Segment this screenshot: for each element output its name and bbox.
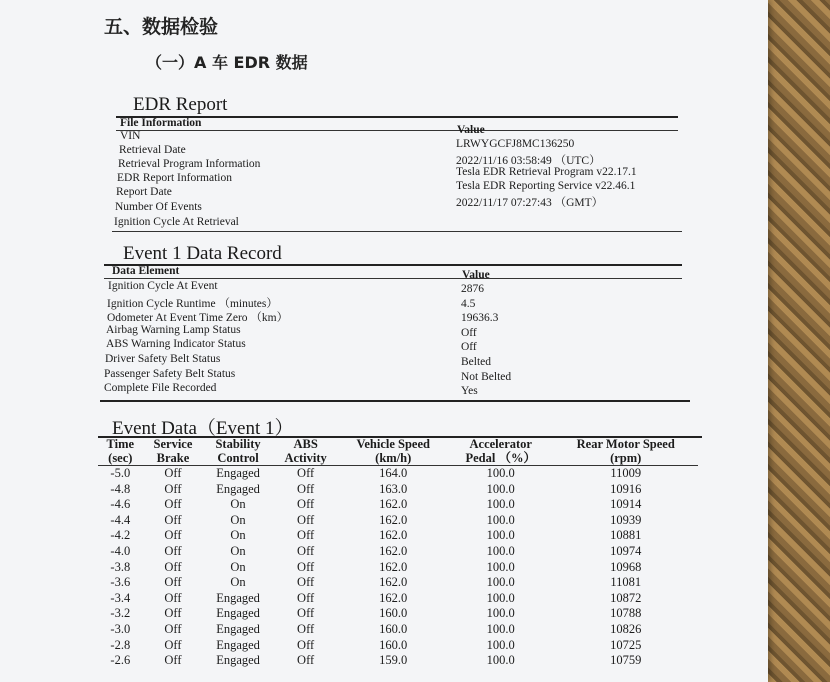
- event1-value: 19636.3: [461, 312, 499, 325]
- table-cell: -3.6: [110, 575, 131, 590]
- table-cell: Off: [164, 575, 182, 590]
- event-data-table: [98, 437, 698, 669]
- column-header-line1: ABS: [293, 437, 318, 451]
- table-cell: Engaged: [216, 621, 260, 636]
- event1-label: Driver Safety Belt Status: [105, 353, 221, 365]
- event1-label: Complete File Recorded: [104, 382, 217, 395]
- divider: [100, 400, 690, 402]
- column-header: [338, 437, 448, 466]
- table-cell: -2.8: [110, 637, 131, 652]
- event1-header-label: Data Element: [112, 265, 180, 277]
- table-cell: 10725: [610, 637, 642, 652]
- column-header-line2: Brake: [156, 451, 190, 465]
- table-cell: 162.0: [379, 497, 408, 512]
- table-cell: 100.0: [486, 590, 515, 605]
- column-header-line1: Time: [106, 437, 135, 451]
- table-cell: Off: [164, 466, 182, 480]
- file-info-value: 2022/11/16 03:58:49 （UTC）: [456, 155, 601, 167]
- event1-value: Belted: [461, 356, 492, 368]
- file-info-value: LRWYGCFJ8MC136250: [456, 138, 575, 150]
- table-cell: -3.4: [110, 590, 131, 605]
- divider: [104, 278, 682, 279]
- table-cell: 163.0: [379, 481, 408, 496]
- table-cell: 159.0: [379, 653, 408, 668]
- table-row: [98, 497, 698, 513]
- table-row: [98, 544, 698, 560]
- event1-value: Off: [461, 341, 477, 354]
- table-cell: 10968: [610, 559, 642, 574]
- column-header-line2: (km/h): [375, 451, 412, 465]
- column-header: [273, 437, 339, 466]
- table-cell: 100.0: [486, 637, 515, 652]
- table-cell: 100.0: [486, 512, 515, 527]
- table-cell: Off: [164, 637, 182, 652]
- file-info-header-value: Value: [457, 124, 485, 136]
- event1-value: Not Belted: [461, 370, 512, 383]
- table-cell: On: [230, 528, 246, 543]
- table-row: [98, 466, 698, 482]
- table-cell: -4.2: [110, 528, 131, 543]
- table-cell: 10974: [610, 543, 642, 558]
- file-info-label: Retrieval Program Information: [118, 158, 261, 170]
- wicker-background: [760, 0, 830, 682]
- event1-label: Ignition Cycle Runtime （minutes）: [107, 297, 278, 310]
- table-cell: Off: [297, 637, 315, 652]
- event1-value: 2876: [461, 283, 484, 295]
- table-cell: 100.0: [486, 653, 515, 668]
- table-cell: Off: [164, 543, 182, 558]
- table-cell: 100.0: [486, 606, 515, 621]
- table-cell: Off: [297, 653, 315, 668]
- column-header-line1: Service: [153, 437, 193, 451]
- table-body: [98, 466, 698, 669]
- event1-value: 4.5: [461, 297, 476, 310]
- table-cell: 10939: [610, 512, 642, 527]
- column-header-line2: Activity: [284, 451, 327, 465]
- report-title: EDR Report: [133, 94, 228, 115]
- table-cell: 100.0: [486, 621, 515, 636]
- table-cell: -2.6: [110, 653, 131, 668]
- table-cell: Off: [297, 590, 315, 605]
- event1-label: Ignition Cycle At Event: [108, 280, 218, 292]
- table-row: [98, 528, 698, 544]
- file-info-header-label: File Information: [120, 117, 202, 129]
- table-cell: Engaged: [216, 466, 260, 480]
- file-info-label: Ignition Cycle At Retrieval: [114, 216, 239, 228]
- table-header-row: [98, 437, 698, 466]
- table-row: [98, 575, 698, 591]
- table-cell: Off: [297, 466, 315, 480]
- section-heading: 五、数据检验: [104, 16, 219, 38]
- table-cell: -4.8: [110, 481, 131, 496]
- event1-record-title: Event 1 Data Record: [123, 243, 282, 264]
- file-info-label: VIN: [120, 130, 141, 142]
- table-cell: 162.0: [379, 590, 408, 605]
- file-info-value: 2022/11/17 07:27:43 （GMT）: [456, 197, 604, 209]
- table-cell: Engaged: [216, 590, 260, 605]
- table-cell: Off: [297, 621, 315, 636]
- table-cell: Off: [297, 481, 315, 496]
- event1-value: Yes: [461, 385, 478, 398]
- table-cell: -5.0: [110, 466, 131, 480]
- column-header: [553, 437, 698, 466]
- table-cell: -4.6: [110, 497, 131, 512]
- divider: [104, 264, 682, 266]
- table-cell: -3.0: [110, 621, 131, 636]
- table-cell: Engaged: [216, 637, 260, 652]
- table-cell: Off: [297, 528, 315, 543]
- subsection-heading: （一）A 车 EDR 数据: [146, 53, 308, 72]
- table-cell: 100.0: [486, 559, 515, 574]
- table-cell: 162.0: [379, 575, 408, 590]
- table-cell: Off: [297, 606, 315, 621]
- column-header-line1: Stability: [215, 437, 261, 451]
- table-cell: On: [230, 559, 246, 574]
- table-cell: 10872: [610, 590, 642, 605]
- table-row: [98, 513, 698, 529]
- table-cell: 162.0: [379, 528, 408, 543]
- table-cell: 10788: [610, 606, 642, 621]
- table-cell: 11009: [610, 466, 642, 480]
- table-cell: 160.0: [379, 637, 408, 652]
- file-info-value: Tesla EDR Reporting Service v22.46.1: [456, 180, 636, 192]
- event1-header-value: Value: [462, 269, 490, 281]
- event1-label: ABS Warning Indicator Status: [106, 338, 246, 351]
- table-cell: Engaged: [216, 481, 260, 496]
- column-header-line2: Control: [217, 451, 259, 465]
- column-header-line1: Rear Motor Speed: [576, 437, 675, 451]
- table-cell: Off: [164, 590, 182, 605]
- table-cell: 164.0: [379, 466, 408, 480]
- event1-label: Odometer At Event Time Zero （km）: [107, 312, 289, 325]
- event1-label: Passenger Safety Belt Status: [104, 367, 236, 380]
- table-cell: 160.0: [379, 606, 408, 621]
- column-header-line2: Pedal （%）: [465, 451, 536, 465]
- table-cell: 10914: [610, 497, 642, 512]
- file-info-label: Retrieval Date: [119, 144, 186, 156]
- table-row: [98, 482, 698, 498]
- event1-value: Off: [461, 326, 477, 339]
- table-cell: 162.0: [379, 512, 408, 527]
- table-cell: Off: [297, 512, 315, 527]
- table-cell: -4.0: [110, 543, 131, 558]
- table-cell: Engaged: [216, 653, 260, 668]
- table-row: [98, 560, 698, 576]
- table-cell: 11081: [610, 575, 642, 590]
- table-cell: Off: [164, 621, 182, 636]
- column-header: [143, 437, 204, 466]
- table-row: [98, 622, 698, 638]
- table-cell: Off: [164, 653, 182, 668]
- table-cell: 100.0: [486, 466, 515, 480]
- table-cell: 100.0: [486, 543, 515, 558]
- file-info-label: Report Date: [116, 186, 172, 198]
- column-header: [448, 437, 553, 466]
- table-cell: 100.0: [486, 528, 515, 543]
- column-header-line1: Vehicle Speed: [356, 437, 430, 451]
- file-info-label: Number Of Events: [115, 201, 202, 213]
- event-data-title: Event Data（Event 1）: [112, 418, 294, 439]
- column-header-line1: Accelerator: [469, 437, 532, 451]
- table-cell: 10759: [610, 653, 642, 668]
- table-cell: -3.8: [110, 559, 131, 574]
- table-row: [98, 591, 698, 607]
- table-cell: On: [230, 497, 246, 512]
- table-cell: Engaged: [216, 606, 260, 621]
- column-header: [98, 437, 143, 466]
- table-cell: On: [230, 543, 246, 558]
- table-cell: Off: [297, 543, 315, 558]
- table-cell: Off: [164, 481, 182, 496]
- file-info-value: Tesla EDR Retrieval Program v22.17.1: [456, 166, 637, 178]
- table-cell: 10881: [610, 528, 642, 543]
- table-cell: 10916: [610, 481, 642, 496]
- table-cell: Off: [164, 512, 182, 527]
- table-cell: -4.4: [110, 512, 131, 527]
- table-cell: Off: [164, 497, 182, 512]
- event1-label: Airbag Warning Lamp Status: [106, 323, 241, 336]
- column-header-line2: (rpm): [610, 451, 642, 465]
- table-row: [98, 653, 698, 669]
- table-cell: Off: [164, 528, 182, 543]
- table-cell: On: [230, 575, 246, 590]
- table-cell: 162.0: [379, 543, 408, 558]
- table-cell: 162.0: [379, 559, 408, 574]
- table-cell: Off: [164, 559, 182, 574]
- column-header: [203, 437, 273, 466]
- table-cell: On: [230, 512, 246, 527]
- divider: [112, 231, 682, 232]
- file-info-label: EDR Report Information: [117, 172, 232, 184]
- column-header-line2: (sec): [108, 451, 133, 465]
- table-cell: -3.2: [110, 606, 131, 621]
- table-cell: 100.0: [486, 481, 515, 496]
- table-cell: 100.0: [486, 575, 515, 590]
- table-cell: Off: [164, 606, 182, 621]
- table-cell: Off: [297, 559, 315, 574]
- table-cell: Off: [297, 497, 315, 512]
- table-row: [98, 638, 698, 654]
- table-cell: 160.0: [379, 621, 408, 636]
- table-cell: 10826: [610, 621, 642, 636]
- table-cell: Off: [297, 575, 315, 590]
- table-row: [98, 606, 698, 622]
- divider: [116, 130, 678, 131]
- table-cell: 100.0: [486, 497, 515, 512]
